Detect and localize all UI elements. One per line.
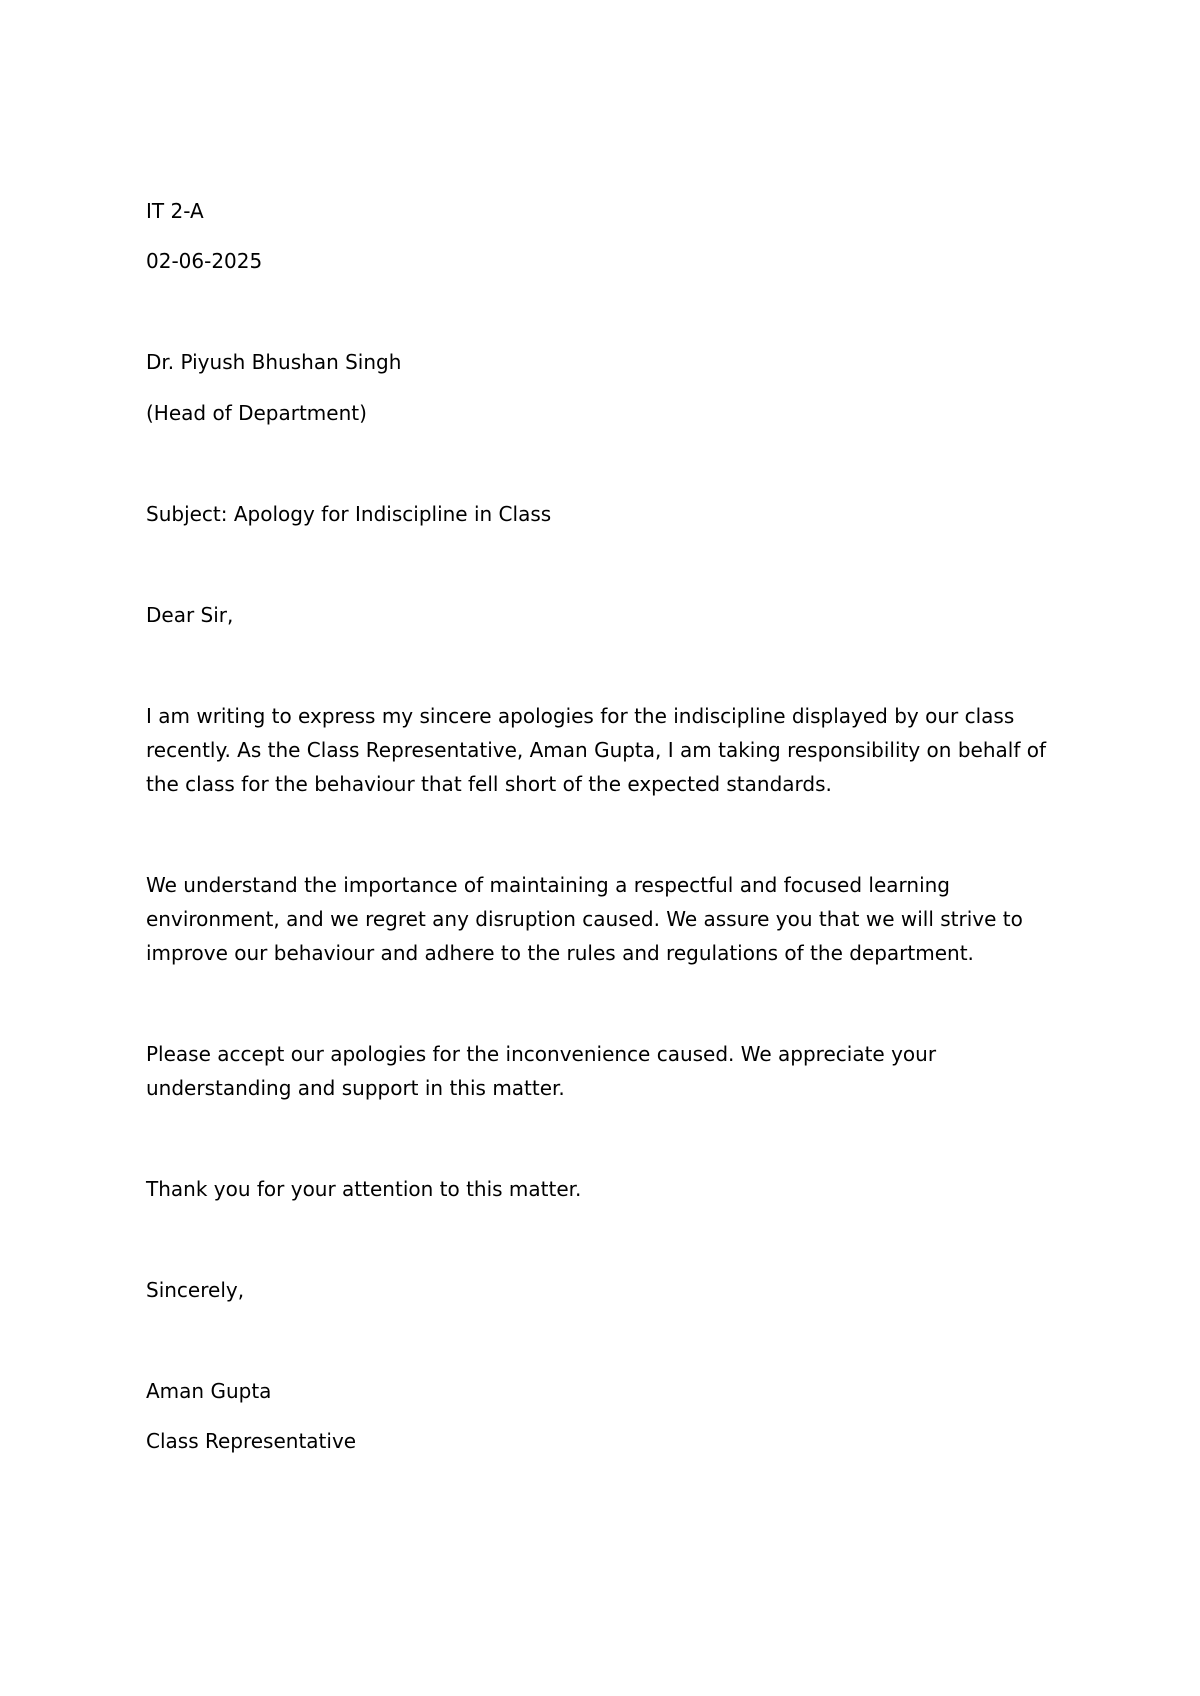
paragraph-line: the class for the behaviour that fell short of the expected standards. [146, 772, 832, 796]
class-label: IT 2-A [146, 199, 204, 223]
paragraph-line: improve our behaviour and adhere to the rules and regulations of the department. [146, 941, 974, 965]
recipient-name: Dr. Piyush Bhushan Singh [146, 350, 402, 374]
subject-line: Subject: Apology for Indiscipline in Class [146, 502, 552, 526]
closing: Sincerely, [146, 1278, 245, 1302]
paragraph-line: recently. As the Class Representative, Aman Gupta, I am taking responsibility on behalf of [146, 738, 1046, 762]
sender-name: Aman Gupta [146, 1379, 272, 1403]
recipient-title: (Head of Department) [146, 401, 367, 425]
letter-date: 02-06-2025 [146, 249, 263, 273]
sender-title: Class Representative [146, 1429, 357, 1453]
salutation: Dear Sir, [146, 603, 234, 627]
body-paragraph-2 [146, 868, 1046, 970]
paragraph-line: We understand the importance of maintaining a respectful and focused learning [146, 873, 951, 897]
body-paragraph-3 [146, 1037, 1046, 1105]
paragraph-line: I am writing to express my sincere apologies for the indiscipline displayed by our class [146, 704, 1015, 728]
paragraph-line: environment, and we regret any disruption caused. We assure you that we will strive to [146, 907, 1023, 931]
body-paragraph-1 [146, 699, 1046, 801]
paragraph-line: Please accept our apologies for the inconvenience caused. We appreciate your [146, 1042, 937, 1066]
paragraph-line: understanding and support in this matter. [146, 1076, 565, 1100]
thanks-line: Thank you for your attention to this matter. [146, 1177, 582, 1201]
